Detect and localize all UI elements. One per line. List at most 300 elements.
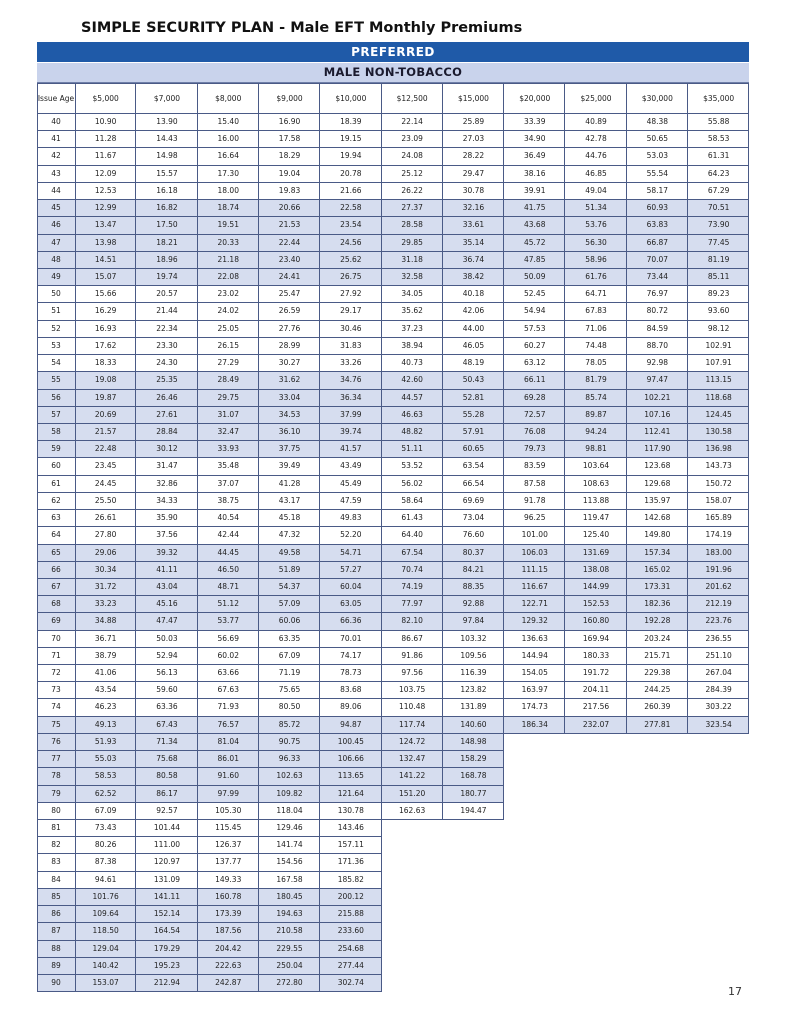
premium-cell: 41.06 <box>94 668 117 678</box>
premium-cell: 149.33 <box>215 874 242 884</box>
table-rule <box>37 285 749 286</box>
issue-age-cell: 44 <box>51 185 61 195</box>
premium-cell: 195.23 <box>153 960 181 970</box>
premium-cell: 76.08 <box>524 426 546 436</box>
premium-cell: 34.90 <box>524 134 546 144</box>
issue-age-cell: 48 <box>51 254 61 264</box>
premium-cell: 26.59 <box>278 306 301 316</box>
premium-cell: 11.28 <box>94 134 117 144</box>
premium-cell: 32.86 <box>156 478 178 488</box>
premium-cell: 167.58 <box>276 874 303 884</box>
premium-cell: 47.85 <box>524 254 546 264</box>
premium-cell: 33.39 <box>524 117 546 126</box>
title-bold: SIMPLE SECURITY PLAN <box>81 20 275 36</box>
premium-cell: 66.36 <box>340 616 362 626</box>
table-rule <box>37 922 382 923</box>
premium-cell: 11.67 <box>94 151 117 161</box>
table-rule <box>381 83 382 991</box>
premium-cell: 26.22 <box>401 185 423 195</box>
premium-cell: 87.58 <box>524 478 546 488</box>
premium-cell: 18.33 <box>94 358 117 368</box>
premium-cell: 26.75 <box>340 271 362 281</box>
premium-cell: 130.78 <box>337 805 364 815</box>
premium-cell: 215.88 <box>337 909 364 919</box>
premium-cell: 107.91 <box>705 358 732 368</box>
issue-age-cell: 54 <box>51 358 61 368</box>
premium-cell: 277.81 <box>644 719 671 729</box>
table-rule <box>37 785 504 786</box>
premium-cell: 29.47 <box>462 168 485 178</box>
issue-age-cell: 76 <box>51 736 61 746</box>
premium-cell: 251.10 <box>705 650 732 660</box>
table-rule <box>75 83 76 991</box>
table-rule <box>37 130 749 131</box>
premium-cell: 113.15 <box>705 375 732 385</box>
premium-cell: 109.82 <box>276 788 303 798</box>
premium-cell: 58.53 <box>707 134 730 144</box>
table-rule <box>37 406 749 407</box>
premium-cell: 27.37 <box>401 203 423 213</box>
premium-cell: 29.06 <box>94 547 117 557</box>
premium-cell: 48.82 <box>401 426 423 436</box>
table-rule <box>37 371 749 372</box>
premium-cell: 152.14 <box>153 909 181 919</box>
premium-cell: 61.76 <box>585 271 607 281</box>
premium-cell: 75.65 <box>278 685 301 695</box>
premium-cell: 212.19 <box>705 599 732 609</box>
issue-age-cell: 58 <box>51 426 61 436</box>
issue-age-cell: 61 <box>51 478 61 488</box>
premium-cell: 19.15 <box>340 134 362 144</box>
issue-age-cell: 70 <box>51 633 61 643</box>
issue-age-cell: 60 <box>51 461 61 471</box>
issue-age-cell: 88 <box>51 943 61 953</box>
premium-cell: 100.45 <box>337 736 364 746</box>
premium-cell: 217.56 <box>582 702 610 712</box>
premium-cell: 229.38 <box>644 668 671 678</box>
premium-cell: 150.72 <box>705 478 732 488</box>
premium-cell: 42.06 <box>462 306 485 316</box>
premium-cell: 157.34 <box>644 547 671 557</box>
premium-cell: 44.00 <box>462 323 485 333</box>
premium-cell: 111.15 <box>521 564 548 574</box>
premium-cell: 51.93 <box>94 736 117 746</box>
column-header: $25,000 <box>580 93 612 103</box>
premium-cell: 117.74 <box>399 719 426 729</box>
premium-cell: 37.99 <box>340 409 362 419</box>
premium-cell: 31.83 <box>340 340 362 350</box>
premium-cell: 45.16 <box>156 599 178 609</box>
table-rule <box>442 83 443 819</box>
premium-cell: 34.05 <box>401 289 423 299</box>
premium-cell: 24.45 <box>94 478 117 488</box>
issue-age-cell: 78 <box>51 771 61 781</box>
premium-cell: 91.78 <box>524 495 546 505</box>
premium-cell: 36.74 <box>462 254 485 264</box>
issue-age-cell: 89 <box>51 960 61 970</box>
table-rule <box>37 733 749 734</box>
premium-cell: 52.94 <box>156 650 178 660</box>
issue-age-cell: 82 <box>51 840 61 850</box>
premium-cell: 89.06 <box>340 702 362 712</box>
premium-cell: 254.68 <box>337 943 364 953</box>
premium-cell: 22.08 <box>217 271 239 281</box>
premium-cell: 64.40 <box>401 530 423 540</box>
premium-cell: 89.87 <box>585 409 607 419</box>
premium-cell: 21.66 <box>340 185 362 195</box>
premium-cell: 85.72 <box>278 719 301 729</box>
premium-cell: 102.91 <box>705 340 732 350</box>
premium-cell: 41.28 <box>278 478 301 488</box>
premium-cell: 48.19 <box>462 358 485 368</box>
table-rule <box>37 182 749 183</box>
table-rule <box>37 836 382 837</box>
table-rule <box>37 595 749 596</box>
premium-cell: 106.66 <box>337 754 364 764</box>
issue-age-cell: 43 <box>51 168 61 178</box>
premium-cell: 70.07 <box>646 254 669 264</box>
premium-cell: 16.90 <box>278 117 301 126</box>
table-rule <box>37 767 504 768</box>
premium-cell: 23.30 <box>156 340 178 350</box>
table-rule <box>197 83 198 991</box>
premium-cell: 168.78 <box>460 771 487 781</box>
issue-age-cell: 64 <box>51 530 61 540</box>
table-rule <box>135 83 136 991</box>
premium-cell: 64.23 <box>707 168 730 178</box>
premium-cell: 78.05 <box>585 358 607 368</box>
premium-cell: 51.12 <box>217 599 239 609</box>
premium-cell: 15.66 <box>94 289 117 299</box>
premium-cell: 36.71 <box>94 633 117 643</box>
premium-cell: 12.09 <box>94 168 117 178</box>
premium-cell: 70.51 <box>707 203 730 213</box>
premium-cell: 201.62 <box>705 581 732 591</box>
premium-cell: 22.58 <box>340 203 362 213</box>
premium-cell: 160.80 <box>582 616 610 626</box>
table-rule <box>37 457 749 458</box>
premium-cell: 71.06 <box>585 323 607 333</box>
premium-cell: 60.04 <box>340 581 362 591</box>
table-rule <box>37 475 749 476</box>
premium-cell: 54.37 <box>278 581 301 591</box>
premium-cell: 32.16 <box>462 203 485 213</box>
premium-cell: 19.83 <box>278 185 301 195</box>
premium-cell: 34.76 <box>340 375 362 385</box>
premium-cell: 44.76 <box>585 151 607 161</box>
premium-cell: 13.47 <box>94 220 117 230</box>
premium-cell: 59.60 <box>156 685 178 695</box>
premium-cell: 200.12 <box>337 891 364 901</box>
premium-cell: 323.54 <box>705 719 732 729</box>
premium-cell: 29.17 <box>340 306 362 316</box>
premium-cell: 58.53 <box>94 771 117 781</box>
premium-cell: 58.17 <box>646 185 669 195</box>
column-header: $35,000 <box>703 93 735 103</box>
premium-cell: 194.63 <box>276 909 303 919</box>
issue-age-cell: 52 <box>51 323 61 333</box>
issue-age-cell: 67 <box>51 581 61 591</box>
premium-cell: 17.50 <box>156 220 178 230</box>
premium-cell: 91.60 <box>217 771 239 781</box>
premium-cell: 71.34 <box>156 736 178 746</box>
premium-cell: 242.87 <box>215 978 242 987</box>
premium-cell: 28.99 <box>278 340 301 350</box>
premium-cell: 14.43 <box>156 134 178 144</box>
table-rule <box>503 83 504 819</box>
premium-cell: 44.45 <box>217 547 239 557</box>
premium-cell: 67.43 <box>156 719 178 729</box>
premium-cell: 57.27 <box>340 564 362 574</box>
premium-cell: 79.73 <box>524 444 546 454</box>
premium-cell: 129.32 <box>521 616 548 626</box>
table-rule <box>37 802 504 803</box>
premium-cell: 63.05 <box>340 599 362 609</box>
premium-cell: 183.00 <box>705 547 732 557</box>
premium-cell: 27.76 <box>278 323 301 333</box>
premium-cell: 21.53 <box>278 220 301 230</box>
premium-cell: 144.99 <box>582 581 610 591</box>
premium-cell: 61.43 <box>401 513 423 523</box>
premium-cell: 32.47 <box>217 426 239 436</box>
premium-cell: 141.11 <box>153 891 181 901</box>
premium-cell: 112.41 <box>644 426 671 436</box>
premium-cell: 18.21 <box>156 237 178 247</box>
premium-cell: 38.94 <box>401 340 423 350</box>
premium-cell: 66.87 <box>646 237 669 247</box>
premium-cell: 158.07 <box>705 495 732 505</box>
table-rule <box>37 630 749 631</box>
premium-cell: 56.02 <box>401 478 423 488</box>
premium-cell: 30.78 <box>462 185 485 195</box>
premium-cell: 42.60 <box>401 375 423 385</box>
issue-age-cell: 83 <box>51 857 61 867</box>
premium-cell: 43.49 <box>340 461 362 471</box>
premium-cell: 55.03 <box>94 754 117 764</box>
preferred-band: PREFERRED <box>37 42 749 62</box>
premium-cell: 158.29 <box>460 754 487 764</box>
table-rule <box>37 544 749 545</box>
table-rule <box>564 83 565 733</box>
column-header: $12,500 <box>396 93 428 103</box>
premium-cell: 18.00 <box>217 185 239 195</box>
issue-age-cell: 68 <box>51 599 61 609</box>
premium-cell: 96.25 <box>524 513 546 523</box>
premium-cell: 36.49 <box>524 151 546 161</box>
premium-cell: 73.44 <box>646 271 669 281</box>
premium-cell: 60.65 <box>462 444 485 454</box>
premium-cell: 162.63 <box>399 805 426 815</box>
premium-cell: 130.58 <box>705 426 732 436</box>
premium-cell: 88.35 <box>462 581 485 591</box>
premium-cell: 51.34 <box>585 203 607 213</box>
premium-cell: 131.09 <box>153 874 181 884</box>
premium-cell: 174.19 <box>705 530 732 540</box>
premium-cell: 70.01 <box>340 633 362 643</box>
table-rule <box>37 905 382 906</box>
premium-cell: 84.59 <box>646 323 669 333</box>
issue-age-cell: 59 <box>51 444 61 454</box>
premium-cell: 86.01 <box>217 754 239 764</box>
table-rule <box>37 165 749 166</box>
premium-cell: 119.47 <box>582 513 610 523</box>
premium-cell: 92.98 <box>646 358 669 368</box>
column-header: $7,000 <box>153 93 181 103</box>
premium-cell: 17.62 <box>94 340 117 350</box>
premium-cell: 115.45 <box>215 823 242 833</box>
premium-cell: 123.82 <box>460 685 487 695</box>
issue-age-cell: 65 <box>51 547 61 557</box>
premium-cell: 18.96 <box>156 254 178 264</box>
premium-cell: 16.18 <box>156 185 178 195</box>
premium-cell: 180.33 <box>582 650 610 660</box>
premium-cell: 144.94 <box>521 650 548 660</box>
premium-cell: 15.40 <box>217 117 239 126</box>
premium-cell: 47.59 <box>340 495 362 505</box>
premium-cell: 272.80 <box>276 978 303 987</box>
premium-cell: 47.47 <box>156 616 178 626</box>
table-rule <box>37 664 749 665</box>
table-rule <box>37 974 382 975</box>
premium-cell: 83.59 <box>524 461 546 471</box>
table-rule <box>626 83 627 733</box>
premium-cell: 39.49 <box>278 461 301 471</box>
premium-cell: 37.75 <box>278 444 301 454</box>
premium-cell: 233.60 <box>337 926 364 936</box>
table-rule <box>37 578 749 579</box>
premium-cell: 74.17 <box>340 650 362 660</box>
premium-cell: 87.38 <box>94 857 117 867</box>
premium-cell: 131.69 <box>582 547 610 557</box>
premium-cell: 94.61 <box>94 874 117 884</box>
issue-age-cell: 47 <box>51 237 61 247</box>
premium-cell: 74.19 <box>401 581 423 591</box>
premium-cell: 61.31 <box>707 151 730 161</box>
premium-cell: 154.56 <box>276 857 303 867</box>
premium-cell: 24.41 <box>278 271 301 281</box>
table-rule <box>37 871 382 872</box>
issue-age-cell: 49 <box>51 271 61 281</box>
premium-cell: 81.04 <box>217 736 239 746</box>
premium-cell: 13.98 <box>94 237 117 247</box>
premium-cell: 171.36 <box>337 857 364 867</box>
premium-cell: 25.12 <box>401 168 423 178</box>
premium-cell: 120.97 <box>153 857 181 867</box>
premium-cell: 20.33 <box>217 237 239 247</box>
premium-cell: 55.28 <box>462 409 485 419</box>
premium-cell: 38.79 <box>94 650 117 660</box>
premium-cell: 57.09 <box>278 599 301 609</box>
premium-cell: 267.04 <box>705 668 732 678</box>
premium-cell: 49.83 <box>340 513 362 523</box>
premium-cell: 174.73 <box>521 702 548 712</box>
premium-cell: 19.87 <box>94 392 117 402</box>
premium-cell: 23.40 <box>278 254 301 264</box>
premium-cell: 76.97 <box>646 289 669 299</box>
column-header: $10,000 <box>335 93 367 103</box>
premium-cell: 45.49 <box>340 478 362 488</box>
premium-cell: 34.53 <box>278 409 301 419</box>
premium-cell: 33.61 <box>462 220 485 230</box>
premium-cell: 169.94 <box>582 633 610 643</box>
premium-cell: 194.47 <box>460 805 487 815</box>
premium-cell: 24.56 <box>340 237 362 247</box>
premium-cell: 85.11 <box>707 271 730 281</box>
premium-cell: 165.02 <box>644 564 671 574</box>
premium-cell: 27.29 <box>217 358 239 368</box>
premium-cell: 157.11 <box>337 840 364 850</box>
premium-cell: 63.35 <box>278 633 301 643</box>
premium-cell: 116.67 <box>521 581 548 591</box>
premium-cell: 46.85 <box>585 168 607 178</box>
table-rule <box>37 681 749 682</box>
premium-cell: 97.84 <box>462 616 485 626</box>
premium-cell: 97.47 <box>646 375 669 385</box>
premium-cell: 81.19 <box>707 254 730 264</box>
premium-cell: 125.40 <box>582 530 610 540</box>
table-rule <box>37 199 749 200</box>
table-rule <box>37 716 749 717</box>
premium-cell: 10.90 <box>94 117 117 126</box>
premium-cell: 16.82 <box>156 203 178 213</box>
premium-cell: 47.32 <box>278 530 301 540</box>
issue-age-cell: 53 <box>51 340 61 350</box>
premium-cell: 20.66 <box>278 203 301 213</box>
premium-cell: 43.54 <box>94 685 117 695</box>
table-rule <box>37 337 749 338</box>
page-title <box>81 20 522 36</box>
table-rule <box>687 83 688 733</box>
premium-cell: 52.45 <box>524 289 546 299</box>
premium-cell: 118.04 <box>276 805 303 815</box>
premium-cell: 30.46 <box>340 323 362 333</box>
premium-cell: 78.73 <box>340 668 362 678</box>
premium-cell: 223.76 <box>705 616 732 626</box>
premium-cell: 25.89 <box>462 117 485 126</box>
premium-cell: 148.98 <box>460 736 487 746</box>
premium-cell: 25.47 <box>278 289 301 299</box>
premium-cell: 103.32 <box>460 633 487 643</box>
table-rule <box>37 147 749 148</box>
premium-cell: 23.09 <box>401 134 423 144</box>
premium-cell: 92.57 <box>156 805 178 815</box>
issue-age-cell: 42 <box>51 151 61 161</box>
premium-cell: 103.75 <box>399 685 426 695</box>
premium-cell: 143.73 <box>705 461 732 471</box>
table-rule <box>37 819 504 820</box>
table-rule <box>37 423 749 424</box>
premium-cell: 12.99 <box>94 203 117 213</box>
premium-cell: 109.64 <box>92 909 119 919</box>
premium-cell: 54.71 <box>340 547 362 557</box>
premium-cell: 67.29 <box>707 185 730 195</box>
issue-age-cell: 73 <box>51 685 61 695</box>
premium-cell: 41.11 <box>156 564 178 574</box>
issue-age-cell: 55 <box>51 375 61 385</box>
premium-cell: 123.68 <box>644 461 671 471</box>
premium-cell: 30.12 <box>156 444 178 454</box>
premium-cell: 84.21 <box>462 564 485 574</box>
premium-cell: 302.74 <box>337 978 364 987</box>
premium-cell: 35.90 <box>156 513 178 523</box>
premium-cell: 56.13 <box>156 668 178 678</box>
premium-cell: 182.36 <box>644 599 671 609</box>
page-number: 17 <box>728 985 742 998</box>
male-non-tobacco-band: MALE NON-TOBACCO <box>37 63 749 83</box>
issue-age-cell: 84 <box>51 874 61 884</box>
issue-age-cell: 87 <box>51 926 61 936</box>
premium-cell: 24.08 <box>401 151 423 161</box>
